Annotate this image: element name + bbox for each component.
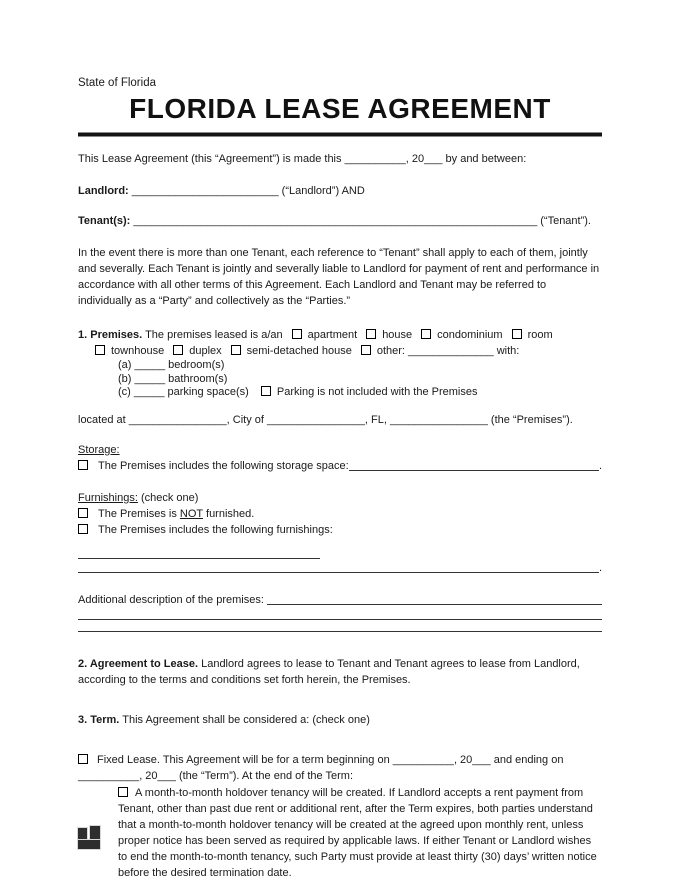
checkbox-townhouse[interactable] <box>95 345 105 355</box>
located-mid1: , City of <box>226 413 267 426</box>
option-condominium: condominium <box>437 329 503 341</box>
option-townhouse: townhouse <box>111 345 165 357</box>
option-apartment: apartment <box>307 329 358 341</box>
additional-description-row <box>78 592 602 608</box>
furnishings-period: . <box>598 561 602 574</box>
city-blank[interactable]: ________________ <box>267 413 365 426</box>
checkbox-fixed-lease[interactable] <box>78 754 88 764</box>
checkbox-semi-detached[interactable] <box>231 345 241 355</box>
term-paragraph <box>78 712 602 728</box>
located-mid2: , FL, <box>364 413 390 426</box>
item-a-key: (a) <box>118 359 132 371</box>
storage-heading <box>78 442 602 458</box>
holdover-paragraph <box>118 785 602 881</box>
checkbox-includes-furnishings[interactable] <box>78 524 88 534</box>
fixed-lease-mid1: , 20 <box>453 753 473 766</box>
title-divider <box>78 132 602 137</box>
storage-option-label: The Premises includes the following storage space: <box>98 459 349 472</box>
tenant-post: (“Tenant”). <box>540 215 591 227</box>
state-label: State of Florida <box>78 77 156 89</box>
additional-description-label: Additional description of the premises: <box>78 593 267 606</box>
made-this-post: by and between: <box>442 153 527 165</box>
checkbox-duplex[interactable] <box>173 345 183 355</box>
premises-type-row2 <box>95 343 602 359</box>
other-label: other: <box>376 345 409 357</box>
furnishings-write-in-line-2[interactable] <box>78 572 599 573</box>
furnishings-note: (check one) <box>137 491 199 504</box>
option-room: room <box>527 329 553 341</box>
furnishings-heading <box>78 490 602 506</box>
checkbox-other[interactable] <box>361 345 371 355</box>
with-label: with: <box>493 345 520 357</box>
logo-bottom-bar <box>78 840 100 849</box>
landlord-label: Landlord: <box>78 185 129 197</box>
checkbox-storage-space[interactable] <box>78 460 88 470</box>
option-house: house <box>382 329 413 341</box>
additional-write-in-line-3[interactable] <box>78 620 602 632</box>
holdover-text: A month-to-month holdover tenancy will be created. If Landlord accepts a rent payment from Tenant, other than past due rent or additional rent, after the Term expires, both parties understand that a month-to-month holdover tenancy will be created at the agreed upon monthly rent, unless proper notice has been served as required by applicable laws. If either Tenant or Landlord wishes to end the month-to-month tenancy, such Party must provide at least thirty (30) days’ written notice before the desired termination date. <box>118 786 597 879</box>
checkbox-apartment[interactable] <box>292 329 302 339</box>
term-start-blank[interactable]: __________ <box>392 753 454 766</box>
located-pre: located at <box>78 413 129 426</box>
not-furnished-pre: The Premises is <box>98 507 180 520</box>
furnishings-write-in-row-2 <box>78 560 602 576</box>
term-body: This Agreement shall be considered a: (check one) <box>119 713 370 726</box>
year-blank[interactable]: ___ <box>424 153 443 165</box>
additional-write-in-line-2[interactable] <box>78 608 602 620</box>
made-this-line <box>78 151 602 167</box>
fixed-lease-row <box>78 752 602 768</box>
storage-option-row <box>78 458 602 474</box>
agreement-to-lease-body: Landlord agrees to lease to Tenant and Tenant agrees to lease from Landlord, according to the terms and conditions set forth herein, the Premises. <box>78 657 580 686</box>
located-post: (the “Premises”). <box>487 413 573 426</box>
parking-label: parking space(s) <box>167 386 249 398</box>
term-end-year-blank[interactable]: ___ <box>157 769 176 782</box>
storage-heading-text: Storage: <box>78 443 120 456</box>
storage-write-in-line[interactable] <box>349 470 599 471</box>
bathrooms-row <box>118 373 602 387</box>
item-b-key: (b) <box>118 372 132 385</box>
bathrooms-label: bathroom(s) <box>168 372 228 385</box>
fixed-lease-post: (the “Term”). At the end of the Term: <box>175 769 353 782</box>
made-this-text: This Lease Agreement (this “Agreement”) is made this <box>78 153 345 165</box>
option-semi-detached: semi-detached house <box>246 345 352 357</box>
zip-blank[interactable]: ________________ <box>389 413 488 426</box>
fixed-lease-label: Fixed Lease. <box>97 753 160 766</box>
day-blank[interactable]: __________ <box>344 153 406 165</box>
agreement-to-lease-paragraph <box>78 656 602 688</box>
checkbox-house[interactable] <box>366 329 376 339</box>
other-blank[interactable]: ______________ <box>408 345 494 357</box>
furnishings-heading-text: Furnishings: <box>78 491 138 504</box>
checkbox-condominium[interactable] <box>421 329 431 339</box>
premises-type-row1 <box>78 327 602 343</box>
checkbox-not-furnished[interactable] <box>78 508 88 518</box>
furnished-row <box>78 522 602 538</box>
made-this-mid: , 20 <box>405 153 425 165</box>
checkbox-holdover-tenancy[interactable] <box>118 787 128 797</box>
agreement-to-lease-heading: 2. Agreement to Lease. <box>78 657 199 670</box>
tenant-name-blank[interactable]: __________________________________________________________________ <box>130 215 541 227</box>
bathrooms-blank[interactable]: _____ <box>131 372 169 385</box>
item-c-key: (c) <box>118 386 131 398</box>
bedrooms-blank[interactable]: _____ <box>131 359 169 371</box>
checkbox-parking-not-included[interactable] <box>261 386 271 396</box>
furnishings-write-in-line-1[interactable] <box>78 546 320 559</box>
parking-not-included-label: Parking is not included with the Premises <box>276 386 478 398</box>
located-at-line <box>78 412 602 428</box>
fixed-lease-ending: and ending on <box>490 753 564 766</box>
term-end-blank[interactable]: __________ <box>78 769 140 782</box>
landlord-line <box>78 183 602 199</box>
tenant-line <box>78 213 602 229</box>
premises-heading: 1. Premises. <box>78 329 143 341</box>
legal-templates-logo <box>78 826 103 849</box>
storage-period: . <box>598 459 602 472</box>
fixed-lease-text1: This Agreement will be for a term beginning on <box>159 753 393 766</box>
additional-write-in-line-1[interactable] <box>267 604 602 605</box>
landlord-post: (“Landlord”) AND <box>281 185 365 197</box>
term-heading: 3. Term. <box>78 713 120 726</box>
not-furnished-post: furnished. <box>202 507 255 520</box>
premises-lead: The premises leased is a/an <box>142 329 283 341</box>
joint-liability-paragraph: In the event there is more than one Tenant, each reference to “Tenant” shall apply to each of them, jointly and severally. Each Tenant is jointly and severally liable to Landlord for payment of rent and performance in accordance with all other terms of this Agreement. Each Landlord and Tenant may be referred to individually as a “Party” and collectively as the “Parties.” <box>78 247 600 307</box>
bedrooms-label: bedroom(s) <box>168 359 225 371</box>
landlord-name-blank[interactable]: ________________________ <box>128 185 282 197</box>
page-title: FLORIDA LEASE AGREEMENT <box>129 93 551 124</box>
logo-top-right-square <box>90 826 100 839</box>
address-blank[interactable]: ________________ <box>128 413 227 426</box>
option-duplex: duplex <box>189 345 222 357</box>
parking-blank[interactable]: _____ <box>130 386 168 398</box>
term-start-year-blank[interactable]: ___ <box>472 753 491 766</box>
tenant-label: Tenant(s): <box>78 215 131 227</box>
furnished-label: The Premises includes the following furnishings: <box>98 523 333 536</box>
not-furnished-row <box>78 506 602 522</box>
parking-row <box>118 386 602 400</box>
not-furnished-not: NOT <box>179 507 203 520</box>
bedrooms-row <box>118 359 602 373</box>
checkbox-room[interactable] <box>512 329 522 339</box>
fixed-lease-mid2: , 20 <box>139 769 158 782</box>
fixed-lease-row2 <box>78 768 602 784</box>
